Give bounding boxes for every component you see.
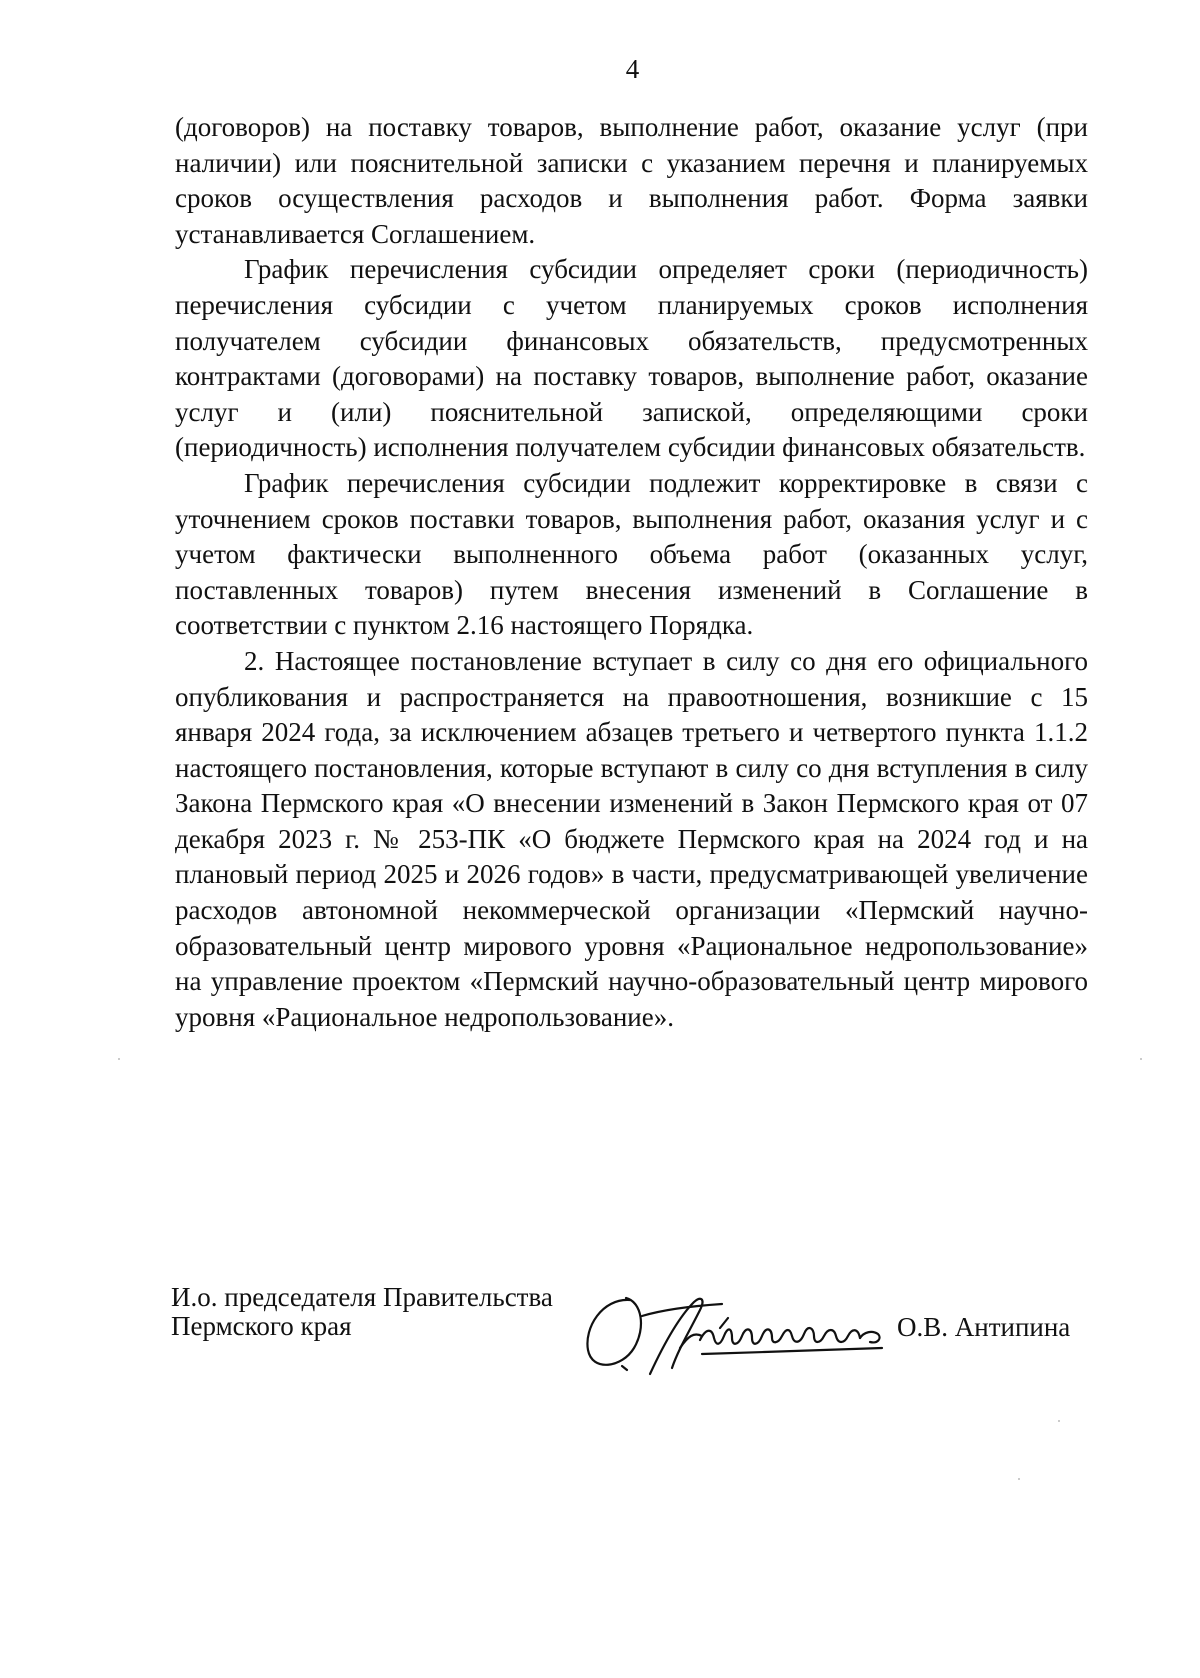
document-body xyxy=(175,110,1088,1035)
paragraph-continuation: (договоров) на поставку товаров, выполнение работ, оказание услуг (при наличии) или пояснительной записки с указанием перечня и планируемых сроков осуществления расходов и выполнения работ. Форма заявки устанавливается Соглашением. xyxy=(175,112,1088,249)
scan-speck xyxy=(118,1058,120,1060)
page-number: 4 xyxy=(625,54,640,84)
scan-speck xyxy=(1140,1058,1142,1060)
handwritten-signature xyxy=(582,1288,922,1378)
paragraph-effective-date: 2. Настоящее постановление вступает в силу со дня его официального опубликования и распространяется на правоотношения, возникшие с 15 января 2024 года, за исключением абзацев третьего и четвертого пункта 1.1.2 настоящего постановления, которые вступают в силу со дня вступления в силу Закона Пермского края «О внесении изменений в Закон Пермского края от 07 декабря 2023 г. № 253-ПК «О бюджете Пермского края на 2024 год и на плановый период 2025 и 2026 годов» в части, предусматривающей увеличение расходов автономной некоммерческой организации «Пермский научно-образовательный центр мирового уровня «Рациональное недропользование» на управление проектом «Пермский научно-образовательный центр мирового уровня «Рациональное недропользование». xyxy=(175,645,1088,1032)
paragraph-schedule-adjustment: График перечисления субсидии подлежит корректировке в связи с уточнением сроков поставки товаров, выполнения работ, оказания услуг и с учетом фактически выполненного объема работ (оказанных услуг, поставленных товаров) путем внесения изменений в Соглашение в соответствии с пунктом 2.16 настоящего Порядка. xyxy=(175,467,1088,641)
scan-speck xyxy=(1058,1420,1060,1422)
paragraph-schedule-definition: График перечисления субсидии определяет сроки (периодичность) перечисления субсидии с учетом планируемых сроков исполнения получателем субсидии финансовых обязательств, предусмотренных контрактами (договорами) на поставку товаров, выполнение работ, оказание услуг и (или) пояснительной запиской, определяющими сроки (периодичность) исполнения получателем субсидии финансовых обязательств. xyxy=(175,254,1088,463)
signatory-position-line-1: И.о. председателя Правительства xyxy=(171,1282,553,1312)
signatory-name: О.В. Антипина xyxy=(897,1312,1071,1342)
signatory-position xyxy=(171,1283,553,1341)
scan-speck xyxy=(1018,1478,1020,1480)
signatory-position-line-2: Пермского края xyxy=(171,1311,352,1341)
